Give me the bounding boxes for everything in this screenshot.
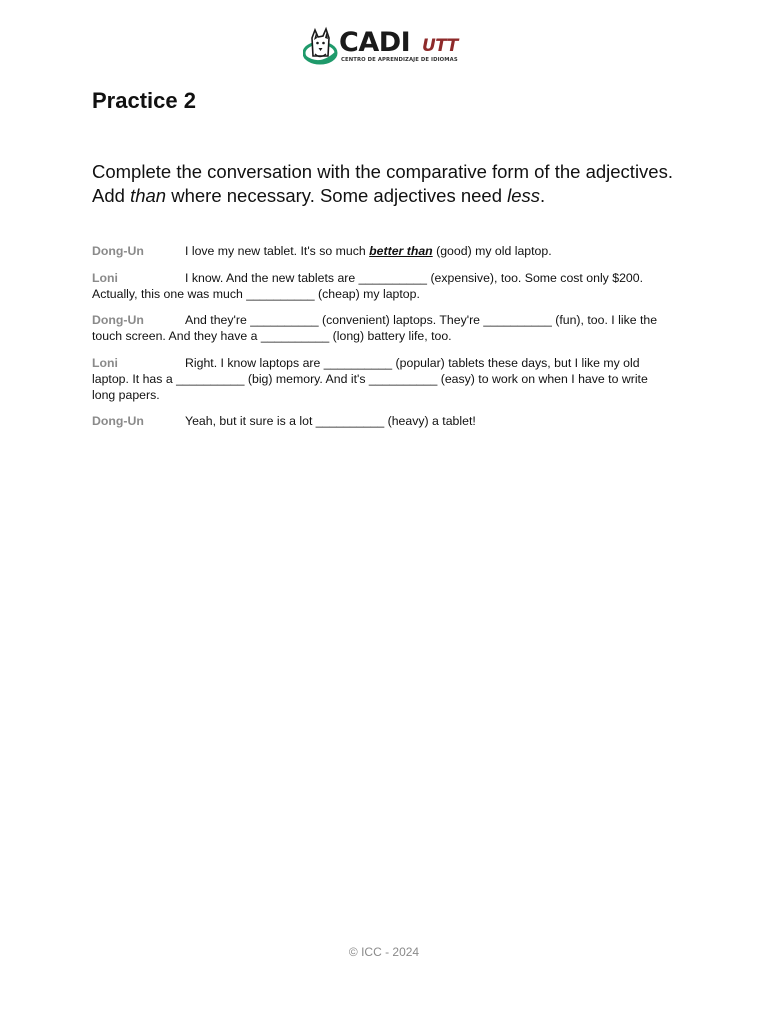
- turn-text: (good) my old laptop.: [432, 244, 552, 258]
- turn-text: Right. I know laptops are __________ (popular) tablets these days, but I like my old laptop. It has a __________ (big) memory. And it's __________ (easy) to work on when I have to write long papers.: [92, 355, 648, 402]
- speaker-name: Dong-Un: [92, 414, 144, 428]
- turn-text: And they're __________ (convenient) laptops. They're __________ (fun), too. I like the touch screen. And they have a __________ (long) battery life, too.: [92, 313, 658, 343]
- turn-text: I love my new tablet. It's so much: [185, 244, 370, 258]
- page-title: Practice 2: [92, 88, 196, 113]
- dialogue-turn-2: [92, 270, 672, 302]
- dialogue-turn-5: [92, 413, 672, 429]
- example-answer: better than: [369, 244, 433, 258]
- speaker-name: Dong-Un: [92, 244, 144, 258]
- copyright-footer: © ICC - 2024: [348, 945, 420, 959]
- dialogue-turn-4: [92, 355, 672, 403]
- logo-wordmark: CADI: [339, 27, 411, 58]
- dialogue-turn-1: [92, 243, 672, 259]
- instructions-text-3: .: [540, 185, 546, 206]
- instructions-text-1: Complete the conversation with the comparative form of the adjectives. Add: [92, 161, 673, 206]
- conversation: [92, 243, 672, 440]
- logo-utt-mark: UTT: [422, 36, 458, 56]
- cadi-logo: [303, 26, 468, 66]
- dialogue-turn-3: [92, 312, 672, 344]
- instructions-emphasis-than: than: [130, 185, 167, 206]
- speaker-name: Dong-Un: [92, 313, 144, 327]
- logo-subtitle: CENTRO DE APRENDIZAJE DE IDIOMAS: [341, 57, 458, 63]
- speaker-name: Loni: [92, 355, 118, 370]
- instructions: [92, 160, 682, 208]
- turn-text: Yeah, but it sure is a lot __________ (heavy) a tablet!: [185, 414, 476, 428]
- dog-mascot-icon: [303, 26, 339, 66]
- instructions-emphasis-less: less: [507, 185, 541, 206]
- turn-text: I know. And the new tablets are __________ (expensive), too. Some cost only $200. Actually, this one was much __________ (cheap) my laptop.: [92, 270, 644, 301]
- instructions-text-2: where necessary. Some adjectives need: [166, 185, 508, 206]
- speaker-name: Loni: [92, 270, 118, 285]
